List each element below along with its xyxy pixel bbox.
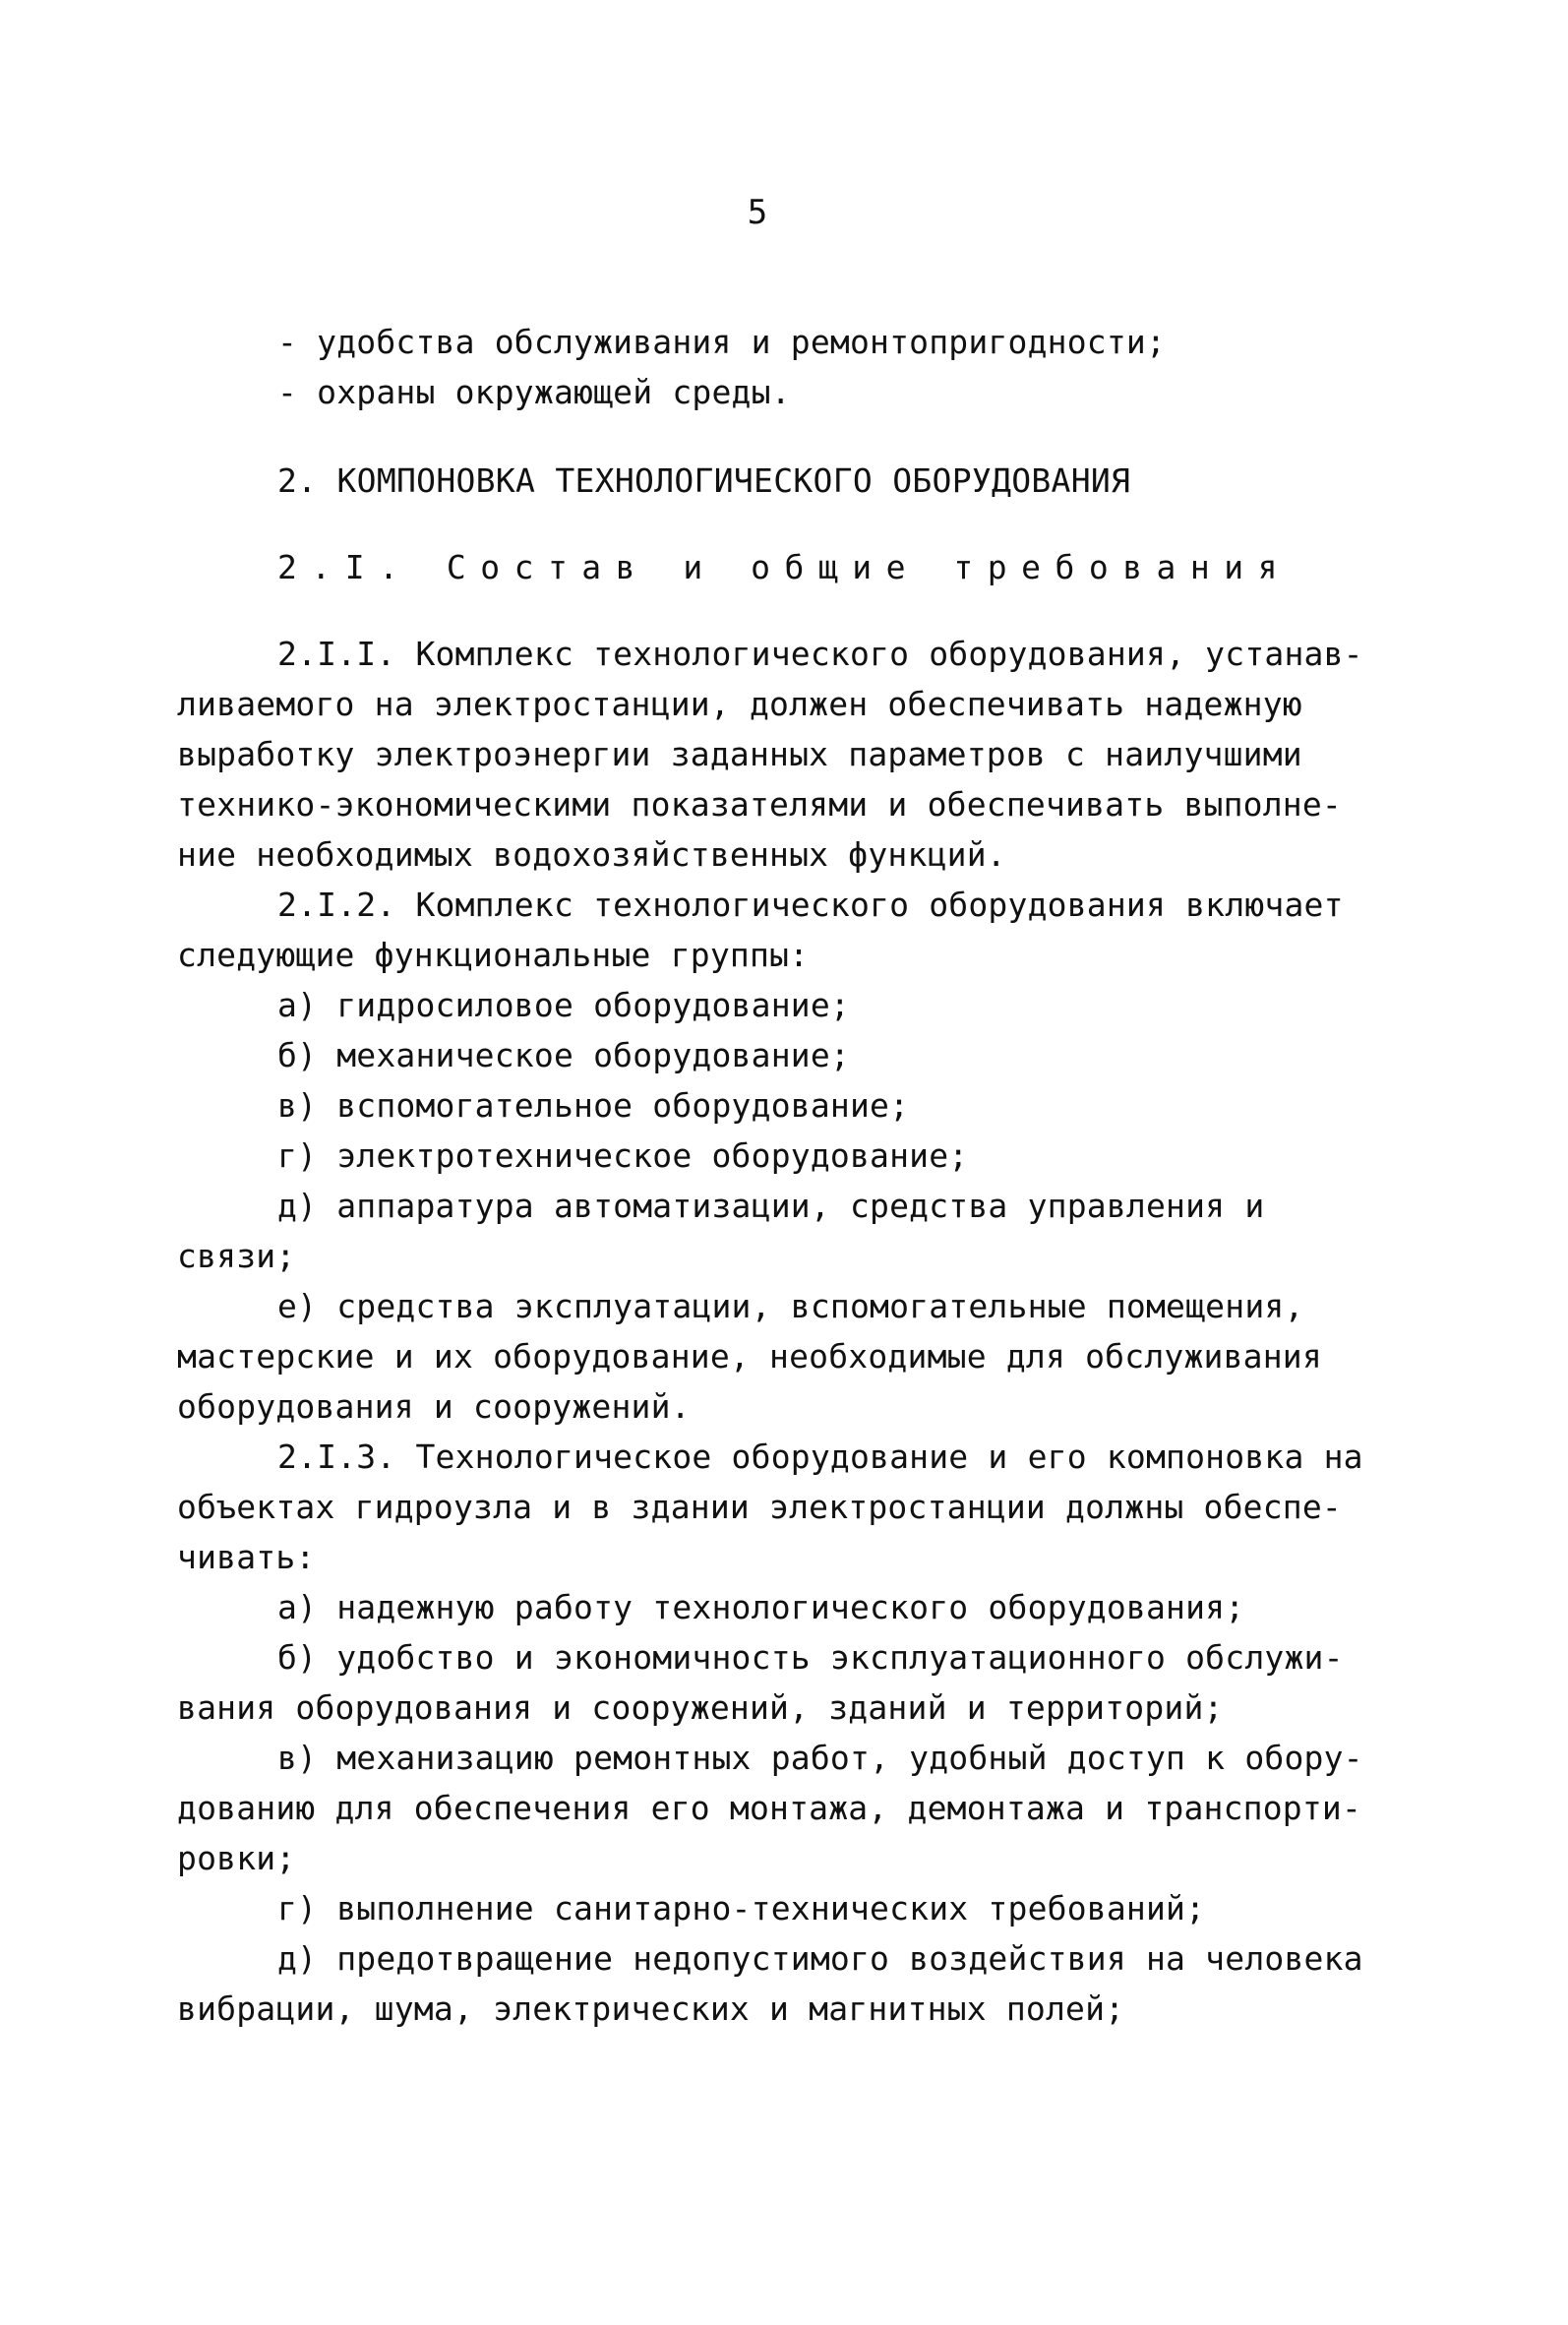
list-item: ровки; — [177, 1839, 296, 1877]
page-number: 5 — [747, 193, 768, 232]
list-item: е) средства эксплуатации, вспомогательные помещения, — [277, 1287, 1304, 1325]
list-item: г) электротехническое оборудование; — [277, 1136, 969, 1175]
paragraph-line: 2.I.2. Комплекс технологического оборудования включает — [277, 886, 1344, 924]
list-item: вибрации, шума, электрических и магнитных полей; — [177, 1989, 1125, 2028]
paragraph-line: 2.I.3. Технологическое оборудование и его компоновка на — [277, 1438, 1363, 1476]
list-item: оборудования и сооружений. — [177, 1387, 691, 1426]
list-item: в) вспомогательное оборудование; — [277, 1086, 910, 1125]
list-item: связи; — [177, 1237, 296, 1275]
paragraph-line: технико-экономическими показателями и обеспечивать выполне- — [177, 785, 1342, 824]
list-item: - удобства обслуживания и ремонтопригодности; — [277, 323, 1167, 361]
paragraph-line: ние необходимых водохозяйственных функций. — [177, 835, 1006, 874]
subsection-heading: 2.I. Состав и общие требования — [277, 548, 1293, 586]
list-item: в) механизацию ремонтных работ, удобный доступ к обору- — [277, 1739, 1363, 1777]
list-item: вания оборудования и сооружений, зданий и территорий; — [177, 1688, 1224, 1727]
list-item: дованию для обеспечения его монтажа, демонтажа и транспорти- — [177, 1789, 1362, 1827]
list-item: б) удобство и экономичность эксплуатационного обслужи- — [277, 1638, 1344, 1677]
list-item: а) гидросиловое оборудование; — [277, 986, 850, 1024]
list-item: б) механическое оборудование; — [277, 1036, 850, 1074]
paragraph-line: выработку электроэнергии заданных параметров с наилучшими — [177, 735, 1302, 773]
list-item: г) выполнение санитарно-технических требований; — [277, 1889, 1206, 1927]
paragraph-line: 2.I.I. Комплекс технологического оборудования, устанав- — [277, 635, 1363, 673]
section-heading: 2. КОМПОНОВКА ТЕХНОЛОГИЧЕСКОГО ОБОРУДОВАНИЯ — [277, 461, 1131, 500]
list-item: а) надежную работу технологического оборудования; — [277, 1588, 1245, 1626]
paragraph-line: следующие функциональные группы: — [177, 936, 810, 974]
paragraph-line: объектах гидроузла и в здании электростанции должны обеспе- — [177, 1488, 1342, 1526]
list-item: д) аппаратура автоматизации, средства управления и — [277, 1187, 1265, 1225]
list-item: мастерские и их оборудование, необходимые для обслуживания — [177, 1337, 1322, 1376]
paragraph-line: чивать: — [177, 1538, 316, 1576]
list-item: - охраны окружающей среды. — [277, 373, 791, 411]
paragraph-line: ливаемого на электростанции, должен обеспечивать надежную — [177, 685, 1302, 723]
list-item: д) предотвращение недопустимого воздействия на человека — [277, 1939, 1363, 1978]
